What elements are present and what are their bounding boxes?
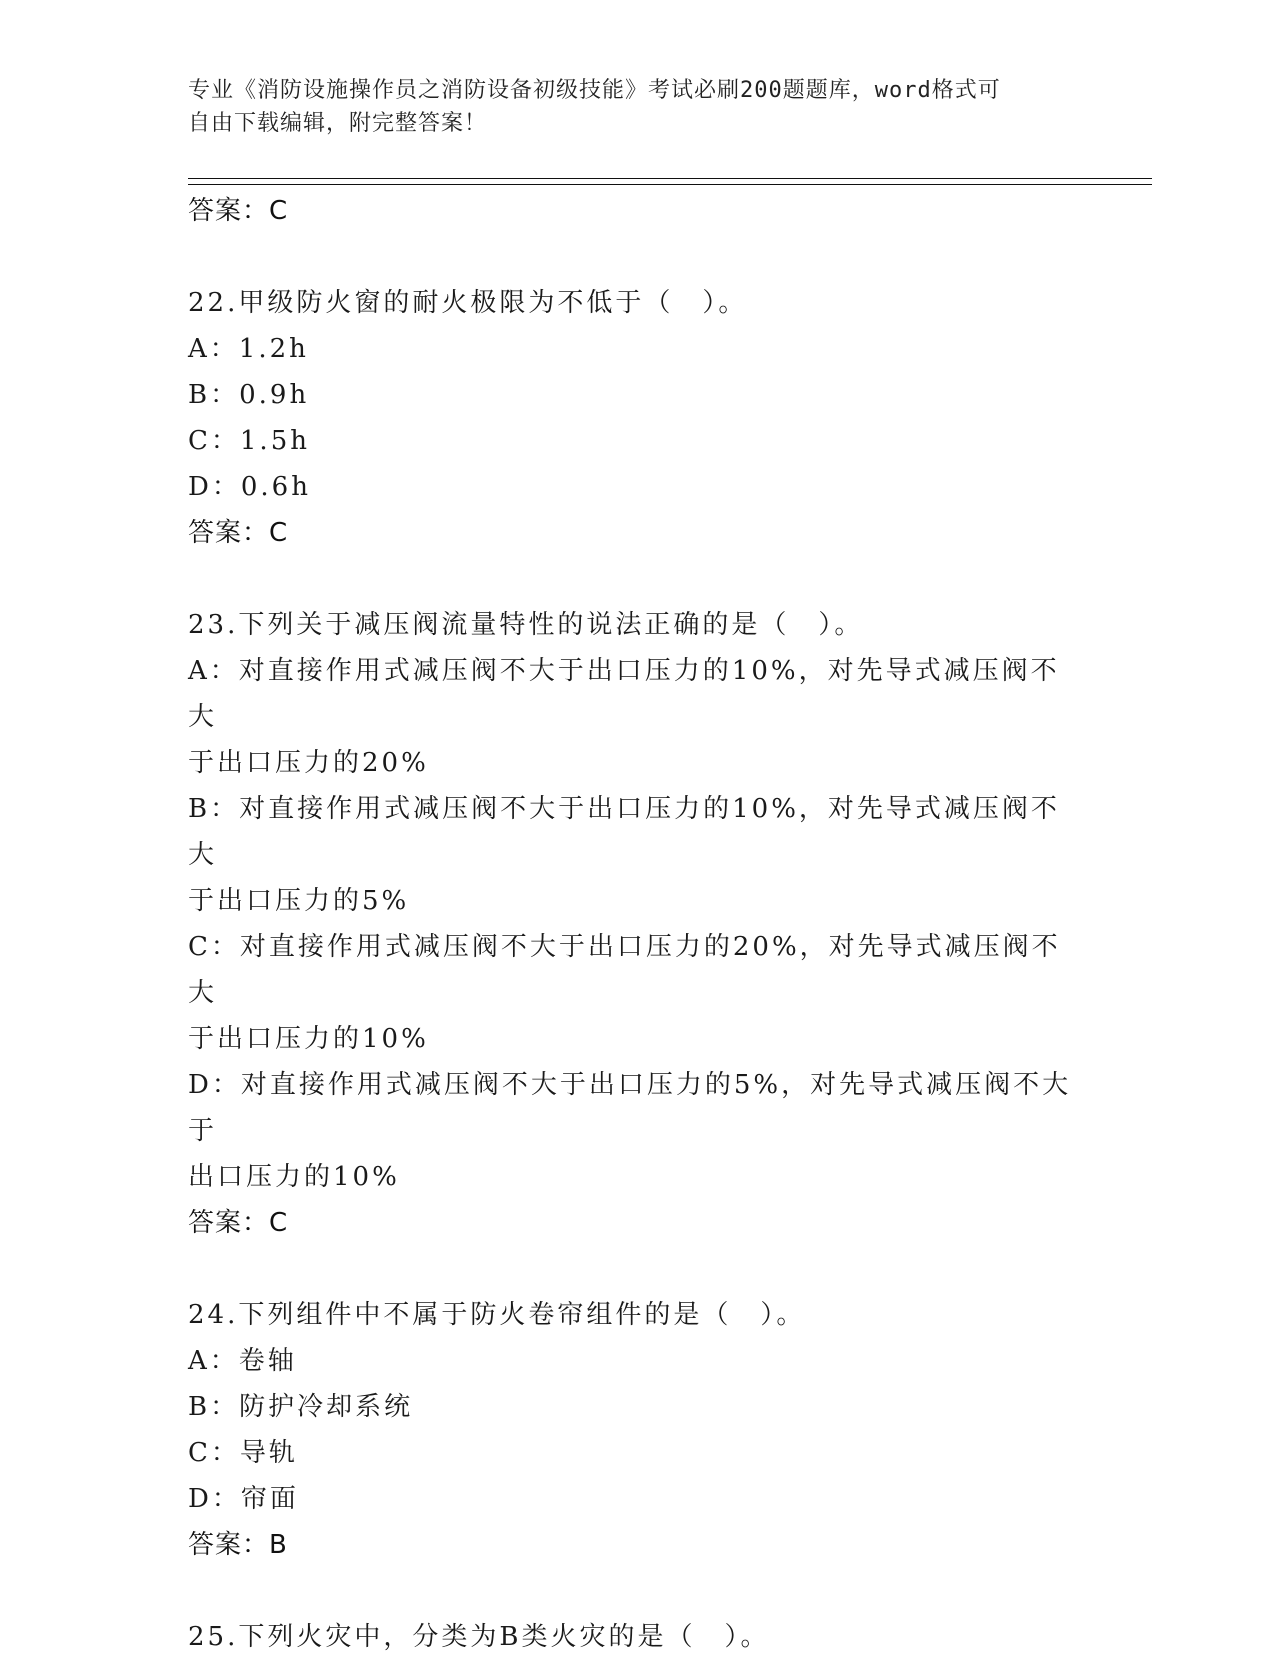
question-stem: 25.下列火灾中，分类为B类火灾的是（ ）。 [188,1622,770,1652]
option-a: A：1.2h [188,334,309,364]
answer-line: 答案：C [188,196,289,226]
option-d: D：帘面 [188,1484,299,1514]
answer-line: 答案：C [188,1208,289,1238]
question-25 [188,1614,1088,1660]
header-divider-bottom [188,184,1152,185]
answer-line: 答案：B [188,1530,288,1560]
option-c: C：1.5h [188,426,310,456]
header-line-2: 自由下载编辑，附完整答案！ [188,111,488,136]
document-header [188,74,1068,140]
question-stem: 23.下列关于减压阀流量特性的说法正确的是（ ）。 [188,610,864,640]
option-a-continued: 于出口压力的20% [188,748,429,778]
question-24 [188,1292,1088,1568]
question-stem: 22.甲级防火窗的耐火极限为不低于（ ）。 [188,288,748,318]
option-a: A：对直接作用式减压阀不大于出口压力的10%，对先导式减压阀不大 [188,656,1060,732]
option-c: C：对直接作用式减压阀不大于出口压力的20%，对先导式减压阀不大 [188,932,1061,1008]
option-b: B：对直接作用式减压阀不大于出口压力的10%，对先导式减压阀不大 [188,794,1060,870]
option-d: D：0.6h [188,472,311,502]
question-list [188,188,1088,1660]
option-c-continued: 于出口压力的10% [188,1024,429,1054]
answer-line: 答案：C [188,518,289,548]
option-d: D：对直接作用式减压阀不大于出口压力的5%，对先导式减压阀不大于 [188,1070,1072,1146]
header-line-1: 专业《消防设施操作员之消防设备初级技能》考试必刷200题题库，word格式可 [188,78,1001,103]
option-b: B：防护冷却系统 [188,1392,414,1422]
option-a: A：卷轴 [188,1346,297,1376]
option-b: B：0.9h [188,380,310,410]
question-22 [188,280,1088,556]
question-23 [188,602,1088,1246]
option-d-continued: 出口压力的10% [188,1162,400,1192]
option-c: C：导轨 [188,1438,298,1468]
option-b-continued: 于出口压力的5% [188,886,410,916]
question-stem: 24.下列组件中不属于防火卷帘组件的是（ ）。 [188,1300,806,1330]
header-divider-top [188,178,1152,179]
